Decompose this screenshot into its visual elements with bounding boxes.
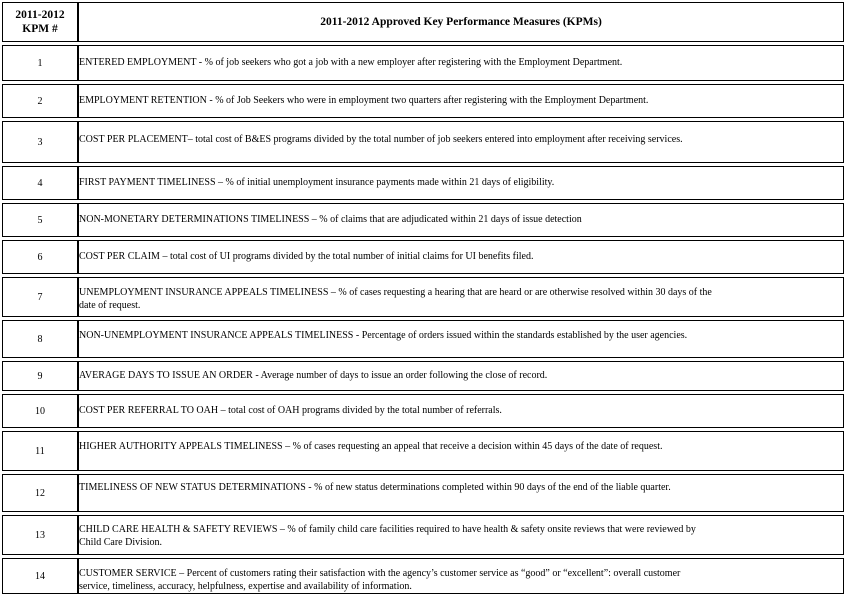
kpm-description: COST PER REFERRAL TO OAH – total cost of OAH programs divided by the total number of referrals.: [78, 394, 844, 428]
table-row: [2, 121, 844, 163]
table-row: [2, 474, 844, 512]
table-row: [2, 203, 844, 237]
table-row: [2, 277, 844, 317]
table-row: [2, 84, 844, 118]
kpm-description: AVERAGE DAYS TO ISSUE AN ORDER - Average number of days to issue an order following the close of record.: [78, 361, 844, 391]
kpm-description: ENTERED EMPLOYMENT - % of job seekers who got a job with a new employer after registering with the Employment Department.: [78, 45, 844, 81]
table-header-row: [2, 2, 844, 42]
table-row: [2, 320, 844, 358]
kpm-description: COST PER CLAIM – total cost of UI programs divided by the total number of initial claims for UI benefits filed.: [78, 240, 844, 274]
kpm-column-header-label: KPM #: [22, 23, 58, 35]
kpm-description: FIRST PAYMENT TIMELINESS – % of initial unemployment insurance payments made within 21 days of eligibility.: [78, 166, 844, 200]
kpm-number: 12: [2, 474, 78, 512]
kpm-description: NON-MONETARY DETERMINATIONS TIMELINESS – % of claims that are adjudicated within 21 days of issue detection: [78, 203, 844, 237]
table-row: [2, 45, 844, 81]
kpm-number: 2: [2, 84, 78, 118]
table-row: [2, 558, 844, 594]
kpm-column-header-year: 2011-2012: [15, 9, 65, 21]
kpm-description: CUSTOMER SERVICE – Percent of customers rating their satisfaction with the agency’s customer service as “good” or “excellent”: overall customer service, timeliness, accuracy, helpfulness, expertise and availability of information.: [78, 558, 844, 594]
table-row: [2, 394, 844, 428]
kpm-table-body: [2, 42, 844, 594]
kpm-number: 13: [2, 515, 78, 555]
table-row: [2, 166, 844, 200]
table-row: [2, 240, 844, 274]
kpm-description: EMPLOYMENT RETENTION - % of Job Seekers who were in employment two quarters after registering with the Employment Department.: [78, 84, 844, 118]
kpm-number: 9: [2, 361, 78, 391]
kpm-description: CHILD CARE HEALTH & SAFETY REVIEWS – % of family child care facilities required to have health & safety onsite reviews that were reviewed by Child Care Division.: [78, 515, 844, 555]
table-title: 2011-2012 Approved Key Performance Measures (KPMs): [78, 2, 844, 42]
kpm-description: NON-UNEMPLOYMENT INSURANCE APPEALS TIMELINESS - Percentage of orders issued within the standards established by the user agencies.: [78, 320, 844, 358]
table-row: [2, 431, 844, 471]
kpm-number: 6: [2, 240, 78, 274]
kpm-description: UNEMPLOYMENT INSURANCE APPEALS TIMELINESS – % of cases requesting a hearing that are heard or are otherwise resolved within 30 days of the date of request.: [78, 277, 844, 317]
table-row: [2, 515, 844, 555]
kpm-number: 11: [2, 431, 78, 471]
kpm-number: 10: [2, 394, 78, 428]
kpm-table: [2, 2, 844, 594]
kpm-description: TIMELINESS OF NEW STATUS DETERMINATIONS - % of new status determinations completed within 90 days of the end of the liable quarter.: [78, 474, 844, 512]
kpm-number-column-header: [2, 2, 78, 42]
kpm-number: 1: [2, 45, 78, 81]
kpm-description: HIGHER AUTHORITY APPEALS TIMELINESS – % of cases requesting an appeal that receive a decision within 45 days of the date of request.: [78, 431, 844, 471]
kpm-number: 14: [2, 558, 78, 594]
kpm-number: 3: [2, 121, 78, 163]
kpm-description: COST PER PLACEMENT– total cost of B&ES programs divided by the total number of job seekers entered into employment after receiving services.: [78, 121, 844, 163]
table-row: [2, 361, 844, 391]
kpm-number: 7: [2, 277, 78, 317]
kpm-number: 8: [2, 320, 78, 358]
kpm-number: 5: [2, 203, 78, 237]
kpm-number: 4: [2, 166, 78, 200]
